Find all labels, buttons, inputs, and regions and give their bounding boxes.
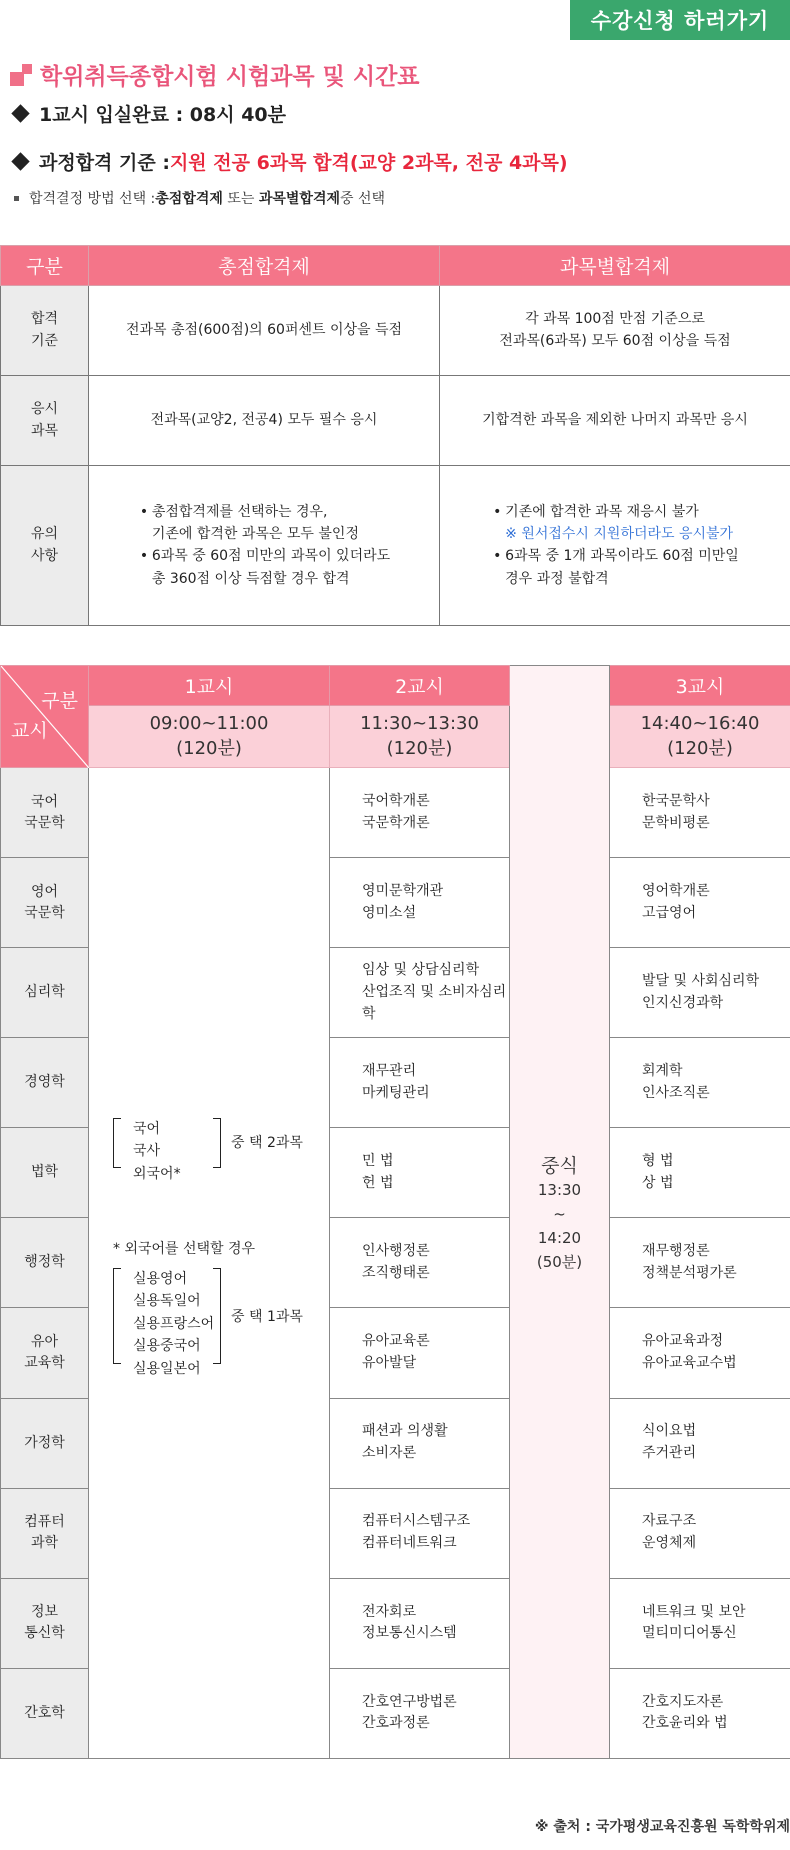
t1-cell-notes: • 기존에 합격한 과목 재응시 불가 ※ 원서접수시 지원하더라도 응시불가 • 6과목 중 1개 과목이라도 60점 미만일 경우 과정 불합격 [440,466,790,626]
t1-cell: 각 과목 100점 만점 기준으로 전과목(6과목) 모두 60점 이상을 득점 [440,286,790,376]
page-title [10,58,420,91]
period-3-subjects: 형 법 상 법 [610,1128,790,1218]
period-2-time: 11:30~13:30 (120분) [330,706,510,768]
diamond-bullet-icon [11,104,29,122]
major-name: 경영학 [1,1038,89,1128]
pass-method-suffix: 중 선택 [340,191,386,207]
major-name: 영어 국문학 [1,858,89,948]
pass-method-table [0,245,790,626]
t1-row-label: 응시 과목 [1,376,89,466]
major-name: 간호학 [1,1668,89,1758]
lunch-cell [510,666,610,1759]
corner-bottom-label: 교시 [11,720,48,742]
period-2-subjects: 재무관리 마케팅관리 [330,1038,510,1128]
pass-criteria-value: 지원 전공 6과목 합격(교양 2과목, 전공 4과목) [169,152,568,174]
period-2-subjects: 국어학개론 국문학개론 [330,768,510,858]
pass-method-line [14,188,385,208]
period-2-subjects: 컴퓨터시스템구조 컴퓨터네트워크 [330,1488,510,1578]
title-text: 학위취득종합시험 시험과목 및 시간표 [40,64,420,90]
pass-criteria-line [10,148,568,175]
major-name: 가정학 [1,1398,89,1488]
t1-cell: 전과목 총점(600점)의 60퍼센트 이상을 득점 [89,286,440,376]
corner-top-label: 구분 [41,690,78,712]
squares-icon [10,64,32,86]
period-3-header: 3교시 [610,666,790,706]
lunch-start: 13:30 [537,1180,582,1199]
lunch-end: 14:20 [537,1228,582,1247]
exam-schedule-table [0,665,790,1759]
t1-blue-note: ※ 원서접수시 지원하더라도 응시불가 [505,525,734,542]
square-bullet-icon [14,196,19,201]
period-2-subjects: 패션과 의생활 소비자론 [330,1398,510,1488]
entry-time-line [10,100,286,127]
t1-row-label: 합격 기준 [1,286,89,376]
enroll-button[interactable]: 수강신청 하러가기 [570,0,790,40]
t1-row-label: 유의 사항 [1,466,89,626]
major-name: 행정학 [1,1218,89,1308]
period-1-header: 1교시 [89,666,330,706]
period-2-subjects: 간호연구방법론 간호과정론 [330,1668,510,1758]
entry-time-text: 1교시 입실완료 : 08시 40분 [39,104,286,126]
diamond-bullet-icon [11,152,29,170]
lunch-duration: (50분) [536,1252,583,1271]
major-name: 국어 국문학 [1,768,89,858]
t1-cell: 전과목(교양2, 전공4) 모두 필수 응시 [89,376,440,466]
period-3-subjects: 회계학 인사조직론 [610,1038,790,1128]
foreign-language-note: * 외국어를 선택할 경우 [113,1241,256,1257]
period-3-subjects: 재무행정론 정책분석평가론 [610,1218,790,1308]
group1-label: 중 택 2과목 [231,1135,303,1151]
period-1-time: 09:00~11:00 (120분) [89,706,330,768]
major-name: 컴퓨터 과학 [1,1488,89,1578]
period-3-subjects: 한국문학사 문학비평론 [610,768,790,858]
pass-criteria-label: 과정합격 기준 : [39,152,170,174]
t1-cell-notes: • 총점합격제를 선택하는 경우, 기존에 합격한 과목은 모두 불인정 • 6과목 중 60점 미만의 과목이 있더라도 총 360점 이상 득점할 경우 합격 [89,466,440,626]
period-3-subjects: 자료구조 운영체제 [610,1488,790,1578]
major-name: 법학 [1,1128,89,1218]
t1-header-total: 총점합격제 [89,246,440,286]
period-2-subjects: 전자회로 정보통신시스템 [330,1578,510,1668]
pass-method-prefix: 합격결정 방법 선택 : [29,191,156,207]
period-3-subjects: 간호지도자론 간호윤리와 법 [610,1668,790,1758]
source-note: ※ 출처 : 국가평생교육진흥원 독학학위제 [534,1819,790,1835]
period-3-subjects: 네트워크 및 보안 멀티미디어통신 [610,1578,790,1668]
period-2-subjects: 영미문학개관 영미소설 [330,858,510,948]
period-2-subjects: 민 법 헌 법 [330,1128,510,1218]
major-name: 정보 통신학 [1,1578,89,1668]
period-1-general-subjects [89,768,330,1759]
period-3-subjects: 식이요법 주거관리 [610,1398,790,1488]
period-2-subjects: 인사행정론 조직행태론 [330,1218,510,1308]
major-name: 심리학 [1,948,89,1038]
period-3-subjects: 유아교육과정 유아교육교수법 [610,1308,790,1398]
pass-method-option2: 과목별합격제 [258,191,340,207]
t1-header-subject: 과목별합격제 [440,246,790,286]
period-2-subjects: 유아교육론 유아발달 [330,1308,510,1398]
t1-header-category: 구분 [1,246,89,286]
period-3-subjects: 발달 및 사회심리학 인지신경과학 [610,948,790,1038]
period-2-subjects: 임상 및 상담심리학 산업조직 및 소비자심리학 [330,948,510,1038]
period-3-subjects: 영어학개론 고급영어 [610,858,790,948]
group2-list: 실용영어 실용독일어 실용프랑스어 실용중국어 실용일본어 중 택 1과목 [113,1268,214,1380]
period-3-time: 14:40~16:40 (120분) [610,706,790,768]
table-corner-cell [1,666,89,768]
group1-list: 국어 국사 외국어* 중 택 2과목 [113,1118,181,1185]
period-2-header: 2교시 [330,666,510,706]
pass-method-mid: 또는 [222,191,259,207]
group2-label: 중 택 1과목 [231,1309,303,1325]
lunch-label: 중식 [541,1154,578,1177]
major-name: 유아 교육학 [1,1308,89,1398]
pass-method-option1: 총점합격제 [155,191,223,207]
t1-cell: 기합격한 과목을 제외한 나머지 과목만 응시 [440,376,790,466]
lunch-tilde: ~ [553,1204,566,1223]
